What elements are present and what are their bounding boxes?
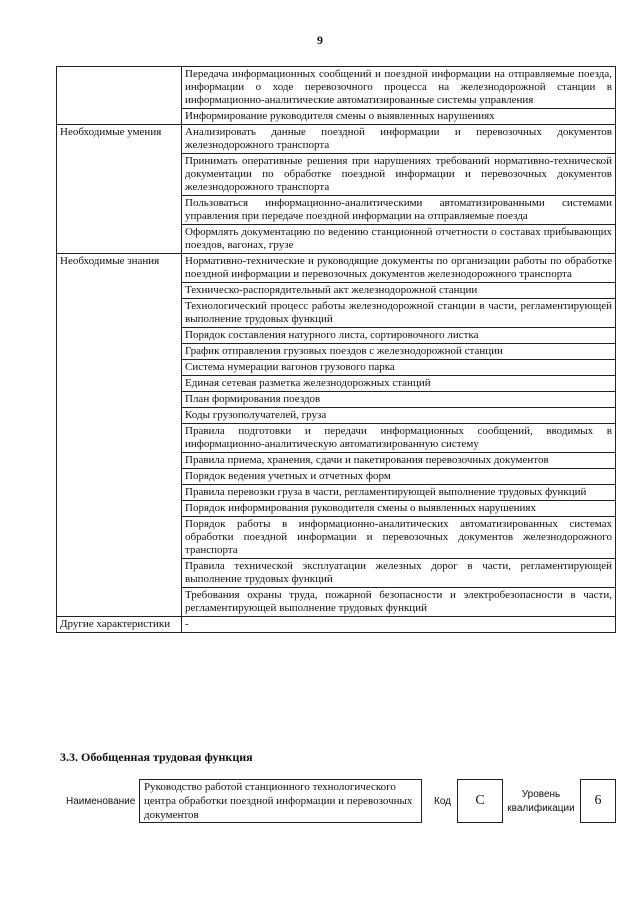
- row-item-text: -: [182, 617, 616, 633]
- row-item-text: Правила технической эксплуатации железных дорог в части, регламентирующей выполнение трудовых функций: [182, 559, 616, 588]
- row-item-text: Порядок составления натурного листа, сортировочного листка: [182, 328, 616, 344]
- table-row: [57, 125, 616, 154]
- row-item-text: План формирования поездов: [182, 392, 616, 408]
- page-number: 9: [317, 33, 323, 47]
- row-item-text: Правила перевозки груза в части, регламентирующей выполнение трудовых функций: [182, 485, 616, 501]
- code-value-box: С: [457, 779, 503, 823]
- row-item-text: Пользоваться информационно-аналитическими автоматизированными системами управления при передаче поездной информации на отправляемые поезда: [182, 196, 616, 225]
- table-row: [57, 617, 616, 633]
- row-category-label: Другие характеристики: [57, 617, 182, 633]
- row-item-text: Порядок информирования руководителя смены о выявленных нарушениях: [182, 501, 616, 517]
- row-item-text: График отправления грузовых поездов с железнодорожной станции: [182, 344, 616, 360]
- table-body: [57, 67, 616, 633]
- row-category-label: Необходимые умения: [57, 125, 182, 254]
- row-item-text: Единая сетевая разметка железнодорожных станций: [182, 376, 616, 392]
- row-item-text: Коды грузополучателей, груза: [182, 408, 616, 424]
- row-item-text: Требования охраны труда, пожарной безопасности и электробезопасности в части, регламентирующей выполнение трудовых функций: [182, 588, 616, 617]
- table-row: [57, 254, 616, 283]
- row-item-text: Анализировать данные поездной информации и перевозочных документов железнодорожного транспорта: [182, 125, 616, 154]
- qualification-level-label: Уровень квалификации: [507, 789, 575, 814]
- row-item-text: Технологический процесс работы железнодорожной станции в части, регламентирующей выполнение трудовых функций: [182, 299, 616, 328]
- name-label: Наименование: [66, 796, 136, 807]
- row-item-text: Система нумерации вагонов грузового парка: [182, 360, 616, 376]
- row-item-text: Принимать оперативные решения при нарушениях требований нормативно-технической документации по обработке поездной информации и перевозочных документов железнодорожного транспорта: [182, 154, 616, 196]
- row-item-text: Порядок работы в информационно-аналитических автоматизированных системах обработки поездной информации и перевозочных документов железнодорожного транспорта: [182, 517, 616, 559]
- row-item-text: Правила подготовки и передачи информационных сообщений, вводимых в информационно-аналитическую автоматизированную систему: [182, 424, 616, 453]
- qualification-level-box: 6: [580, 779, 616, 823]
- code-label: Код: [434, 796, 452, 807]
- section-heading: 3.3. Обобщенная трудовая функция: [60, 750, 253, 764]
- row-item-text: Нормативно-технические и руководящие документы по организации работы по обработке поездной информации и перевозочных документов железнодорожного транспорта: [182, 254, 616, 283]
- table-row: [57, 67, 616, 109]
- row-item-text: Порядок ведения учетных и отчетных форм: [182, 469, 616, 485]
- row-item-text: Техническо-распорядительный акт железнодорожной станции: [182, 283, 616, 299]
- row-category-label: [57, 67, 182, 125]
- name-value-box: Руководство работой станционного технологического центра обработки поездной информации и перевозочных документов: [139, 779, 422, 823]
- row-category-label: Необходимые знания: [57, 254, 182, 617]
- row-item-text: Правила приема, хранения, сдачи и пакетирования перевозочных документов: [182, 453, 616, 469]
- labor-function-table: [56, 66, 616, 633]
- row-item-text: Оформлять документацию по ведению станционной отчетности о составах прибывающих поездов, вагонах, грузе: [182, 225, 616, 254]
- row-item-text: Информирование руководителя смены о выявленных нарушениях: [182, 109, 616, 125]
- row-item-text: Передача информационных сообщений и поездной информации на отправляемые поезда, информации о ходе перевозочного процесса на железнодорожной станции в информационно-аналитические автоматизированные системы управления: [182, 67, 616, 109]
